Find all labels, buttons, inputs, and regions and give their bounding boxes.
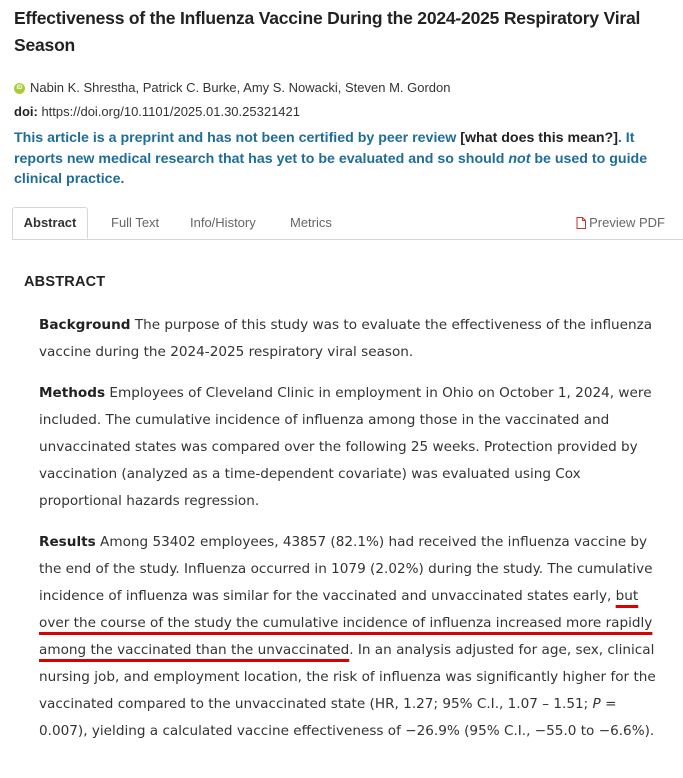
methods-label: Methods [39, 385, 106, 401]
results-text-1: Among 53402 employees, 43857 (82.1%) had received the influenza vaccine by the end of the study. Influenza occurred in 1079 (2.02%) during the study. The cumulative incidence of influenza was similar for the vaccinated and unvaccinated states early, [39, 534, 653, 604]
doi-label: doi: [14, 104, 38, 119]
notice-emphasis: not [508, 150, 531, 167]
tab-info-history[interactable]: Info/History [190, 215, 256, 230]
abstract-body [39, 312, 663, 759]
tab-full-text[interactable]: Full Text [111, 215, 160, 230]
preprint-notice [14, 128, 682, 190]
preview-pdf-label: Preview PDF [589, 215, 665, 230]
results-paragraph [39, 529, 663, 745]
methods-text: Employees of Cleveland Clinic in employment in Ohio on October 1, 2024, were included. The cumulative incidence of influenza among those in the vaccinated and unvaccinated states was compared over the following 25 weeks. Protection provided by vaccination (analyzed as a time-dependent covariate) was evaluated using Cox proportional hazards regression. [39, 385, 652, 509]
doi-link[interactable]: https://doi.org/10.1101/2025.01.30.25321421 [41, 104, 300, 119]
methods-paragraph [39, 380, 663, 515]
orcid-icon[interactable]: iD [14, 83, 25, 94]
notice-text-2: . It reports new medical research that has yet to be evaluated and so should [14, 130, 635, 167]
abstract-heading: ABSTRACT [24, 274, 106, 290]
article-tabs [12, 207, 683, 240]
p-value-label: P [592, 696, 601, 712]
notice-text-3: be used to guide clinical practice. [14, 150, 648, 187]
notice-text-1: This article is a preprint and has not been certified by peer review [14, 130, 461, 146]
background-paragraph [39, 312, 663, 366]
preview-pdf-button[interactable] [576, 207, 665, 239]
results-text-2: . In an analysis adjusted for age, sex, clinical nursing job, and employment location, the risk of influenza was significantly higher for the vaccinated compared to the unvaccinated state (HR, 1.27; 95% C.I., 1.07 – 1.51; [39, 642, 656, 712]
results-label: Results [39, 534, 96, 550]
article-title: Effectiveness of the Influenza Vaccine During the 2024-2025 Respiratory Viral Season [14, 8, 641, 55]
what-does-this-mean-link[interactable]: [what does this mean?] [460, 130, 618, 146]
tab-metrics[interactable]: Metrics [290, 215, 332, 230]
author-list [14, 79, 451, 97]
results-text-3: = 0.007), yielding a calculated vaccine effectiveness of −26.9% (95% C.I., −55.0 to −6.6%). [39, 696, 655, 739]
background-text: The purpose of this study was to evaluate the effectiveness of the influenza vaccine during the 2024-2025 respiratory viral season. [39, 317, 653, 360]
results-highlighted-finding: but over the course of the study the cumulative incidence of influenza increased more rapidly among the vaccinated than the unvaccinated [39, 588, 653, 658]
authors-text[interactable]: Nabin K. Shrestha, Patrick C. Burke, Amy S. Nowacki, Steven M. Gordon [30, 80, 451, 95]
doi-line [14, 103, 300, 121]
pdf-file-icon [576, 217, 586, 229]
tab-abstract[interactable]: Abstract [12, 207, 88, 239]
background-label: Background [39, 317, 131, 333]
